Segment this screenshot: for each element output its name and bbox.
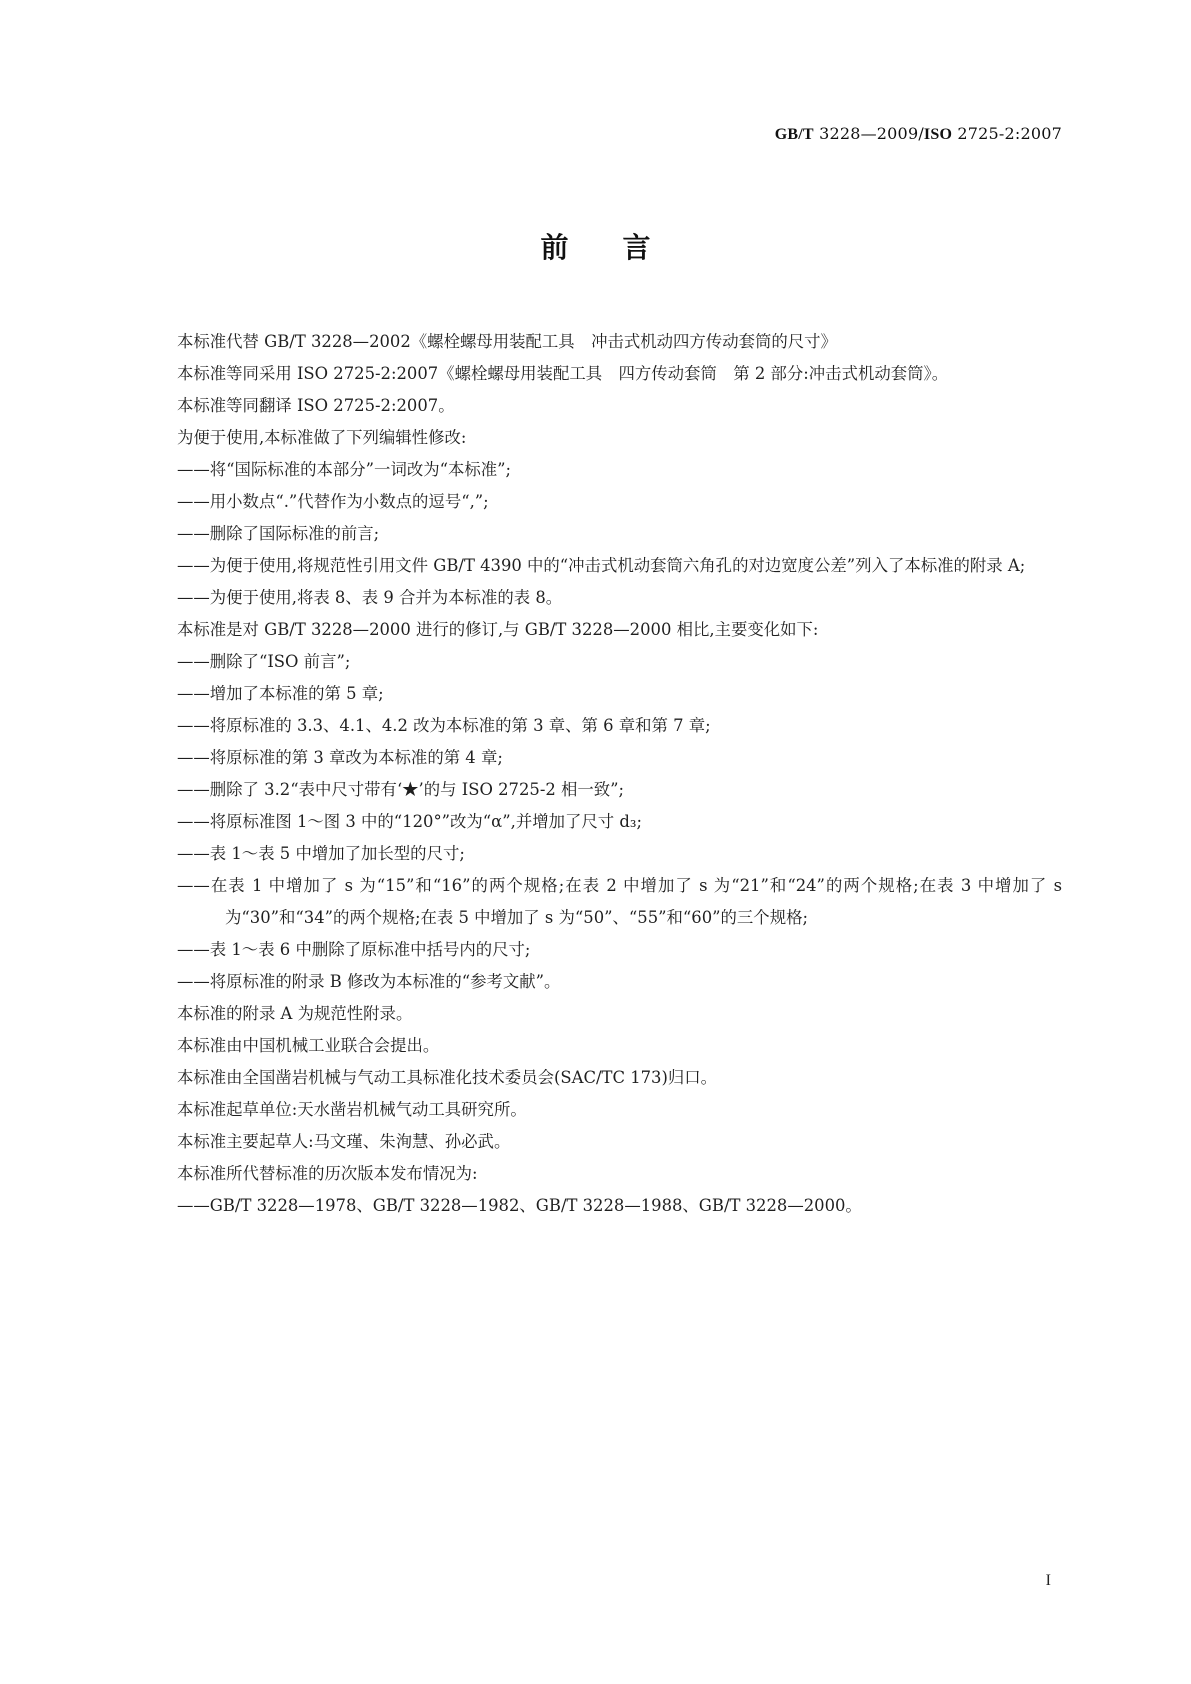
page-number: I xyxy=(1045,1572,1051,1589)
document-body xyxy=(129,326,1062,1222)
paragraph-8: 本标准由全国凿岩机械与气动工具标准化技术委员会(SAC/TC 173)归口。 xyxy=(177,1068,718,1087)
paragraph-6: 本标准的附录 A 为规范性附录。 xyxy=(177,1004,413,1023)
standard-code-gbt: GB/T xyxy=(774,126,814,143)
list-item: ——增加了本标准的第 5 章; xyxy=(177,684,384,703)
list-item: ——在表 1 中增加了 s 为“15”和“16”的两个规格;在表 2 中增加了 s 为“21”和“24”的两个规格;在表 3 中增加了 s 为“30”和“34”的两个规格;在表 5 中增加了 s 为“50”、“55”和“60”的三个规格; xyxy=(177,876,1062,927)
paragraph-1: 本标准代替 GB/T 3228—2002《螺栓螺母用装配工具 冲击式机动四方传动套筒的尺寸》 xyxy=(177,332,837,351)
list-item: ——为便于使用,将表 8、表 9 合并为本标准的表 8。 xyxy=(177,588,563,607)
list-item: ——将原标准的第 3 章改为本标准的第 4 章; xyxy=(177,748,503,767)
list-item: ——GB/T 3228—1978、GB/T 3228—1982、GB/T 3228—1988、GB/T 3228—2000。 xyxy=(177,1196,862,1215)
list-item: ——表 1～表 6 中删除了原标准中括号内的尺寸; xyxy=(177,940,531,959)
paragraph-2: 本标准等同采用 ISO 2725-2:2007《螺栓螺母用装配工具 四方传动套筒 第 2 部分:冲击式机动套筒》。 xyxy=(177,364,949,383)
standard-code-iso: ISO xyxy=(923,126,953,143)
list-item: ——为便于使用,将规范性引用文件 GB/T 4390 中的“冲击式机动套筒六角孔的对边宽度公差”列入了本标准的附录 A; xyxy=(177,556,1026,575)
standard-code-header xyxy=(775,124,1062,144)
list-item: ——表 1～表 5 中增加了加长型的尺寸; xyxy=(177,844,465,863)
list-item: ——删除了 3.2“表中尺寸带有‘★’的与 ISO 2725-2 相一致”; xyxy=(177,780,625,799)
list-item: ——将原标准的 3.3、4.1、4.2 改为本标准的第 3 章、第 6 章和第 7 章; xyxy=(177,716,711,735)
standard-code-number: 3228—2009/ xyxy=(813,124,924,143)
list-item: ——将原标准的附录 B 修改为本标准的“参考文献”。 xyxy=(177,972,561,991)
list-item: ——将“国际标准的本部分”一词改为“本标准”; xyxy=(177,460,512,479)
paragraph-5: 本标准是对 GB/T 3228—2000 进行的修订,与 GB/T 3228—2000 相比,主要变化如下: xyxy=(177,620,819,639)
paragraph-4: 为便于使用,本标准做了下列编辑性修改: xyxy=(177,428,467,447)
list-item: ——将原标准图 1～图 3 中的“120°”改为“α”,并增加了尺寸 d₃; xyxy=(177,812,642,831)
paragraph-10: 本标准主要起草人:马文瑾、朱洵慧、孙必武。 xyxy=(177,1132,511,1151)
page-title: 前言 xyxy=(540,231,705,264)
standard-code-iso-number: 2725-2:2007 xyxy=(952,124,1062,143)
list-item: ——用小数点“.”代替作为小数点的逗号“,”; xyxy=(177,492,489,511)
paragraph-3: 本标准等同翻译 ISO 2725-2:2007。 xyxy=(177,396,455,415)
paragraph-11: 本标准所代替标准的历次版本发布情况为: xyxy=(177,1164,478,1183)
list-item: ——删除了国际标准的前言; xyxy=(177,524,380,543)
list-item: ——删除了“ISO 前言”; xyxy=(177,652,351,671)
paragraph-9: 本标准起草单位:天水凿岩机械气动工具研究所。 xyxy=(177,1100,527,1119)
paragraph-7: 本标准由中国机械工业联合会提出。 xyxy=(177,1036,440,1055)
